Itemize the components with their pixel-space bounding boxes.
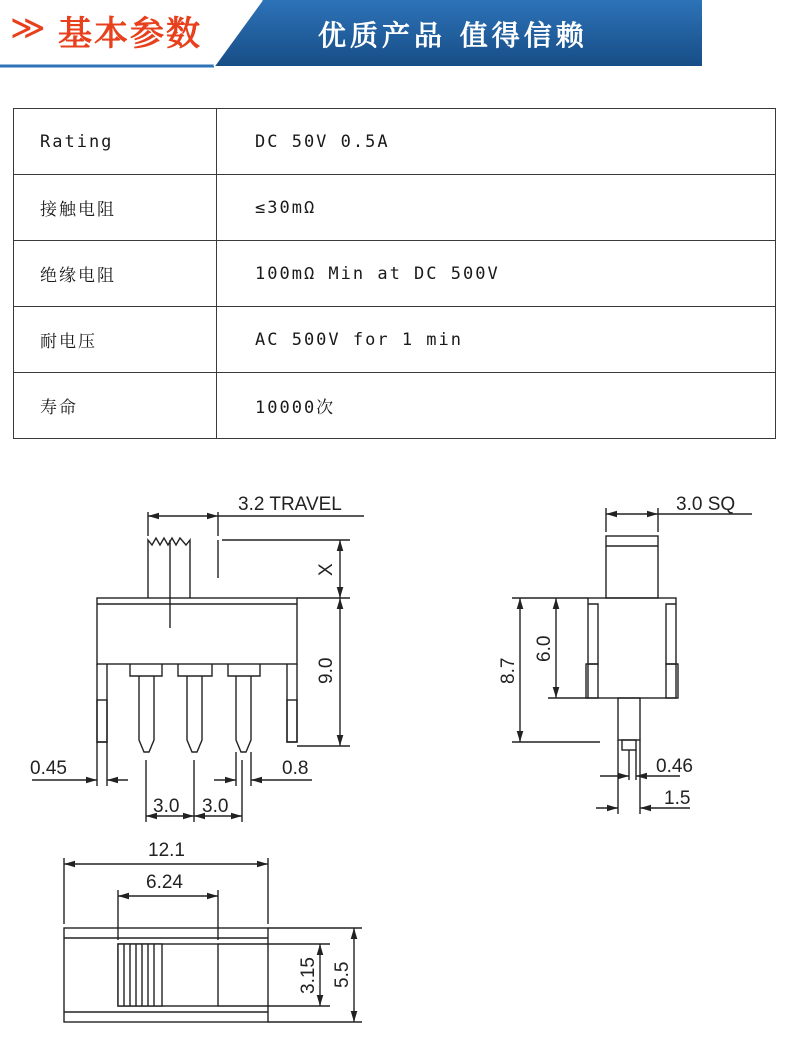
spec-table — [13, 108, 776, 439]
front-view — [32, 512, 364, 822]
dim-side-pin-label: 0.46 — [656, 756, 693, 777]
dim-height-label: 9.0 — [316, 657, 337, 684]
dim-square-label: 3.0 SQ — [676, 494, 736, 515]
spec-value: ≤30mΩ — [217, 175, 776, 241]
table-row — [14, 241, 776, 307]
banner-slogan: 优质产品 值得信赖 — [318, 19, 588, 52]
spec-label: 耐电压 — [14, 307, 217, 373]
dim-leg-width-label: 0.45 — [30, 758, 67, 779]
dim-x-label: X — [316, 563, 337, 576]
spec-label: 接触电阻 — [14, 175, 217, 241]
dim-total-height-label: 8.7 — [498, 657, 519, 684]
spec-value: DC 50V 0.5A — [217, 109, 776, 175]
section-header-banner — [0, 0, 790, 72]
chevron-right-icon: ≫ — [10, 8, 46, 48]
dim-side-pin-pitch-label: 1.5 — [664, 788, 691, 809]
spec-value: AC 500V for 1 min — [217, 307, 776, 373]
spec-label: 绝缘电阻 — [14, 241, 217, 307]
dim-width-label: 5.5 — [332, 961, 353, 988]
table-row — [14, 109, 776, 175]
spec-label: Rating — [14, 109, 217, 175]
dim-pitch-a-label: 3.0 — [153, 796, 180, 817]
spec-value: 10000次 — [217, 373, 776, 439]
dim-pitch-b-label: 3.0 — [202, 796, 229, 817]
table-row — [14, 373, 776, 439]
top-view — [64, 858, 362, 1022]
spec-value: 100mΩ Min at DC 500V — [217, 241, 776, 307]
dimension-drawing — [0, 440, 790, 1058]
dim-length-label: 12.1 — [148, 840, 185, 861]
table-row — [14, 175, 776, 241]
section-title: 基本参数 — [58, 14, 202, 54]
spec-label: 寿命 — [14, 373, 217, 439]
dim-pin-width-label: 0.8 — [282, 758, 309, 779]
dim-slot-length-label: 6.24 — [146, 872, 183, 893]
dim-travel-label: 3.2 TRAVEL — [238, 494, 342, 515]
dim-slot-width-label: 3.15 — [298, 957, 319, 994]
table-row — [14, 307, 776, 373]
dim-body-height-label: 6.0 — [534, 635, 555, 662]
